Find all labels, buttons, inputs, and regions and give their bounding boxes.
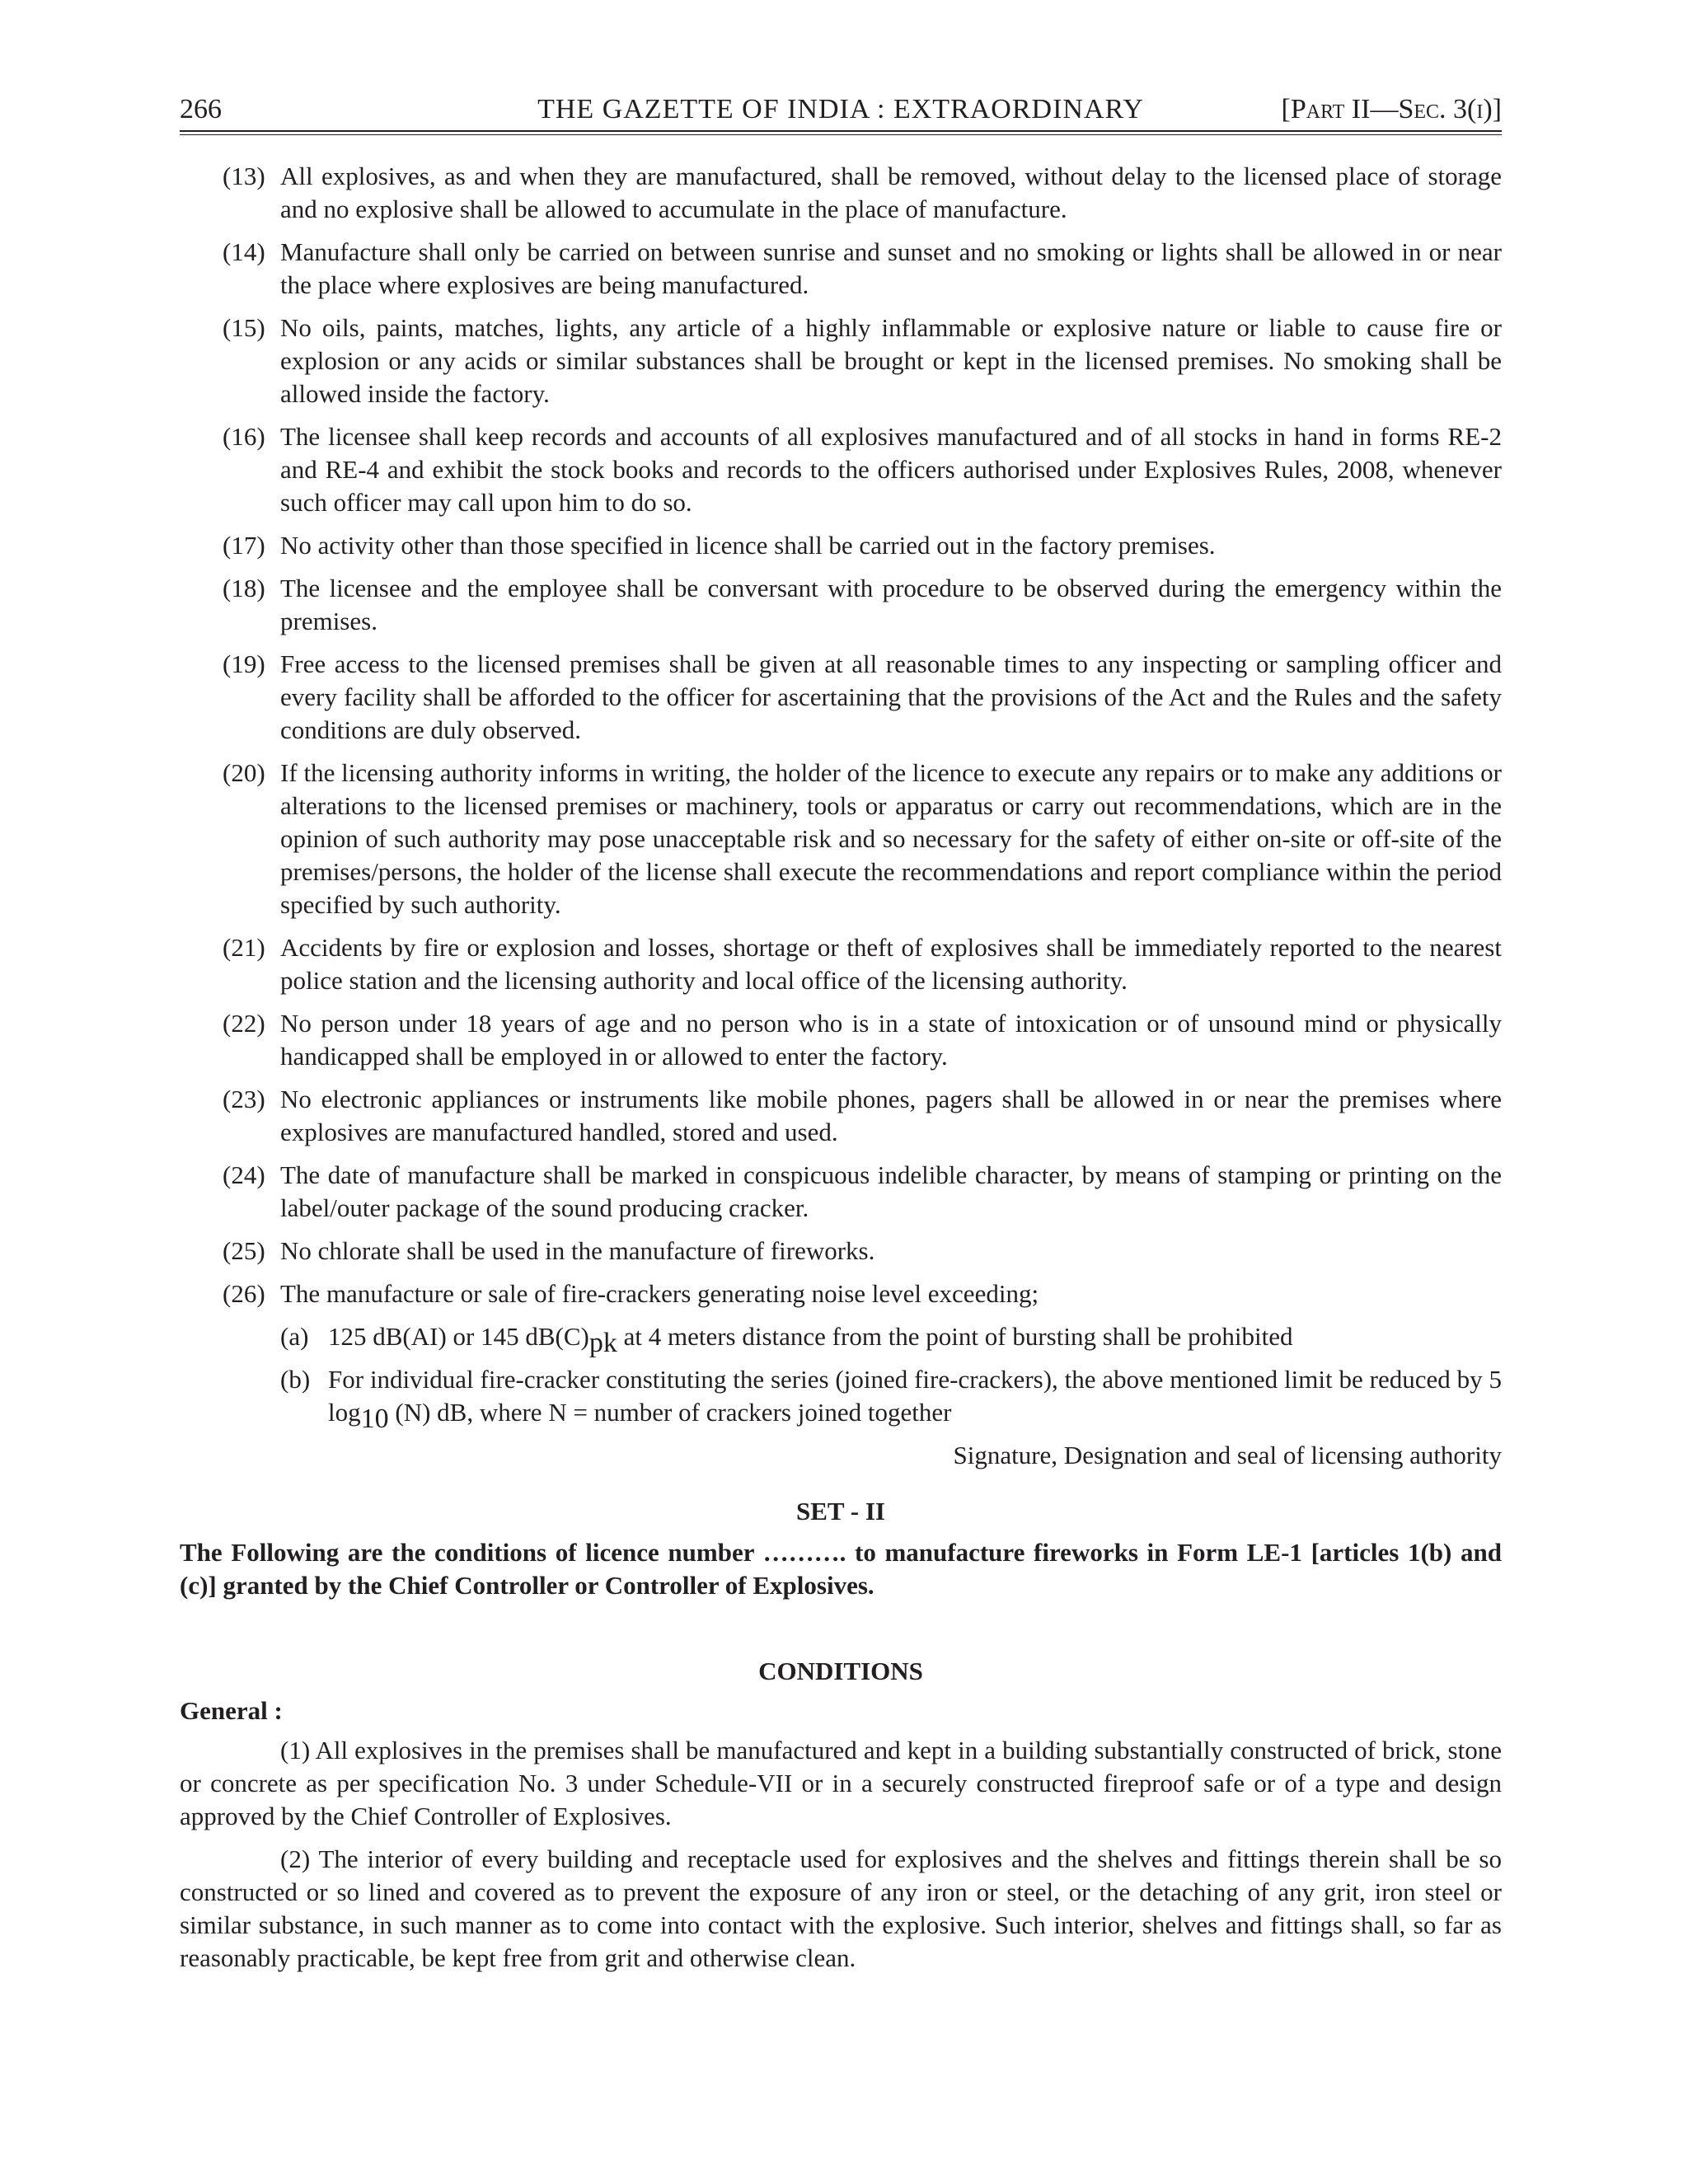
list-item bbox=[180, 420, 1502, 519]
list-item bbox=[180, 529, 1502, 562]
subscript-10: 10 bbox=[360, 1404, 389, 1434]
sub-item-text: 125 dB(AI) or 145 dB(C) bbox=[328, 1322, 589, 1351]
sub-item-number: (a) bbox=[280, 1322, 309, 1351]
item-text: Manufacture shall only be carried on between sunrise and sunset and no smoking or lights shall be allowed in or near the place where explosives are being manufactured. bbox=[280, 237, 1502, 299]
page-header bbox=[180, 91, 1502, 130]
sub-item-a bbox=[180, 1320, 1502, 1358]
set-heading: SET - II bbox=[796, 1497, 885, 1526]
conditions-list bbox=[180, 160, 1502, 1434]
item-text: Free access to the licensed premises shall be given at all reasonable times to any inspecting or sampling officer and every facility shall be afforded to the officer for ascertaining that the provisions of the Act and the Rules and the safety conditions are duly observed. bbox=[280, 649, 1502, 744]
header-rule bbox=[180, 130, 1502, 132]
list-item bbox=[180, 757, 1502, 921]
part-section: [Part II—Sec. 3(i)] bbox=[1281, 94, 1502, 124]
list-item bbox=[180, 572, 1502, 638]
conditions-heading: CONDITIONS bbox=[758, 1657, 923, 1685]
item-number: (18) bbox=[223, 574, 265, 602]
list-item bbox=[180, 648, 1502, 747]
sub-item-number: (b) bbox=[280, 1365, 311, 1394]
item-number: (13) bbox=[223, 162, 265, 190]
signature-line: Signature, Designation and seal of licensing authority bbox=[953, 1441, 1502, 1469]
general-paragraph: (2) The interior of every building and receptacle used for explosives and the shelves and fittings therein shall be so constructed or so lined and covered as to prevent the exposure of any iron or steel, or the detaching of any grit, iron steel or similar substance, in such manner as to come into contact with the explosive. Such interior, shelves and fittings shall, so far as reasonably practicable, be kept free from grit and otherwise clean. bbox=[180, 1844, 1502, 1972]
item-text: The date of manufacture shall be marked in conspicuous indelible character, by means of stamping or printing on the label/outer package of the sound producing cracker. bbox=[280, 1160, 1502, 1222]
item-number: (17) bbox=[223, 531, 265, 560]
item-number: (15) bbox=[223, 313, 265, 342]
list-item bbox=[180, 1277, 1502, 1310]
item-text: All explosives, as and when they are manufactured, shall be removed, without delay to the licensed place of storage and no explosive shall be allowed to accumulate in the place of manufacture. bbox=[280, 162, 1502, 223]
list-item bbox=[180, 1159, 1502, 1225]
item-number: (22) bbox=[223, 1009, 265, 1038]
item-text: The manufacture or sale of fire-crackers generating noise level exceeding; bbox=[280, 1279, 1039, 1308]
list-item bbox=[180, 160, 1502, 226]
list-item bbox=[180, 1235, 1502, 1268]
item-text: No activity other than those specified in licence shall be carried out in the factory premises. bbox=[280, 531, 1216, 560]
list-item bbox=[180, 1007, 1502, 1073]
item-text: No person under 18 years of age and no person who is in a state of intoxication or of unsound mind or physically handicapped shall be employed in or allowed to enter the factory. bbox=[280, 1009, 1502, 1071]
item-number: (24) bbox=[223, 1160, 265, 1189]
item-text: The licensee and the employee shall be conversant with procedure to be observed during the emergency within the premises. bbox=[280, 574, 1502, 635]
page-number: 266 bbox=[180, 94, 222, 124]
item-number: (14) bbox=[223, 237, 265, 266]
item-text: If the licensing authority informs in writing, the holder of the licence to execute any repairs or to make any additions or alterations to the licensed premises or machinery, tools or apparatus or carry out recommendations, which are in the opinion of such authority may pose unacceptable risk and so necessary for the safety of either on-site or off-site of the premises/persons, the holder of the license shall execute the recommendations and report compliance within the period specified by such authority. bbox=[280, 758, 1502, 919]
sub-item-b bbox=[180, 1363, 1502, 1434]
list-item bbox=[180, 236, 1502, 302]
gazette-page bbox=[180, 91, 1502, 1975]
item-number: (21) bbox=[223, 933, 265, 962]
subscript-pk: pk bbox=[588, 1328, 617, 1358]
sub-item-text-cont: at 4 meters distance from the point of bursting shall be prohibited bbox=[617, 1322, 1293, 1351]
item-number: (19) bbox=[223, 649, 265, 678]
header-rule-thin bbox=[180, 134, 1502, 135]
item-text: No chlorate shall be used in the manufacture of fireworks. bbox=[280, 1236, 875, 1265]
list-item bbox=[180, 312, 1502, 410]
sub-item-text-cont: (N) dB, where N = number of crackers joined together bbox=[388, 1398, 952, 1427]
list-item bbox=[180, 1083, 1502, 1149]
item-text: No oils, paints, matches, lights, any article of a highly inflammable or explosive nature or liable to cause fire or explosion or any acids or similar substances shall be brought or kept in the licensed premises. No smoking shall be allowed inside the factory. bbox=[280, 313, 1502, 408]
item-text: No electronic appliances or instruments like mobile phones, pagers shall be allowed in or near the premises where explosives are manufactured handled, stored and used. bbox=[280, 1085, 1502, 1146]
item-text: Accidents by fire or explosion and losses, shortage or theft of explosives shall be immediately reported to the nearest police station and the licensing authority and local office of the licensing authority. bbox=[280, 933, 1502, 995]
general-paragraph: (1) All explosives in the premises shall be manufactured and kept in a building substantially constructed of brick, stone or concrete as per specification No. 3 under Schedule-VII or in a securely constructed fireproof safe or of a type and design approved by the Chief Controller of Explosives. bbox=[180, 1736, 1502, 1830]
item-text: The licensee shall keep records and accounts of all explosives manufactured and of all stocks in hand in forms RE-2 and RE-4 and exhibit the stock books and records to the officers authorised under Explosives Rules, 2008, whenever such officer may call upon him to do so. bbox=[280, 422, 1502, 517]
item-number: (16) bbox=[223, 422, 265, 451]
item-number: (26) bbox=[223, 1279, 265, 1308]
sub-item-text: For individual fire-cracker constituting the series (joined fire-crackers), the above mentioned limit be reduced by 5 log bbox=[328, 1365, 1502, 1427]
item-number: (20) bbox=[223, 758, 265, 787]
item-number: (23) bbox=[223, 1085, 265, 1113]
general-heading: General : bbox=[180, 1696, 283, 1725]
item-number: (25) bbox=[223, 1236, 265, 1265]
list-item bbox=[180, 931, 1502, 997]
set-intro: The Following are the conditions of licence number ………. to manufacture fireworks in Form LE-1 [articles 1(b) and (c)] granted by the Chief Controller or Controller of Explosives. bbox=[180, 1538, 1502, 1600]
gazette-title: THE GAZETTE OF INDIA : EXTRAORDINARY bbox=[537, 94, 1144, 124]
